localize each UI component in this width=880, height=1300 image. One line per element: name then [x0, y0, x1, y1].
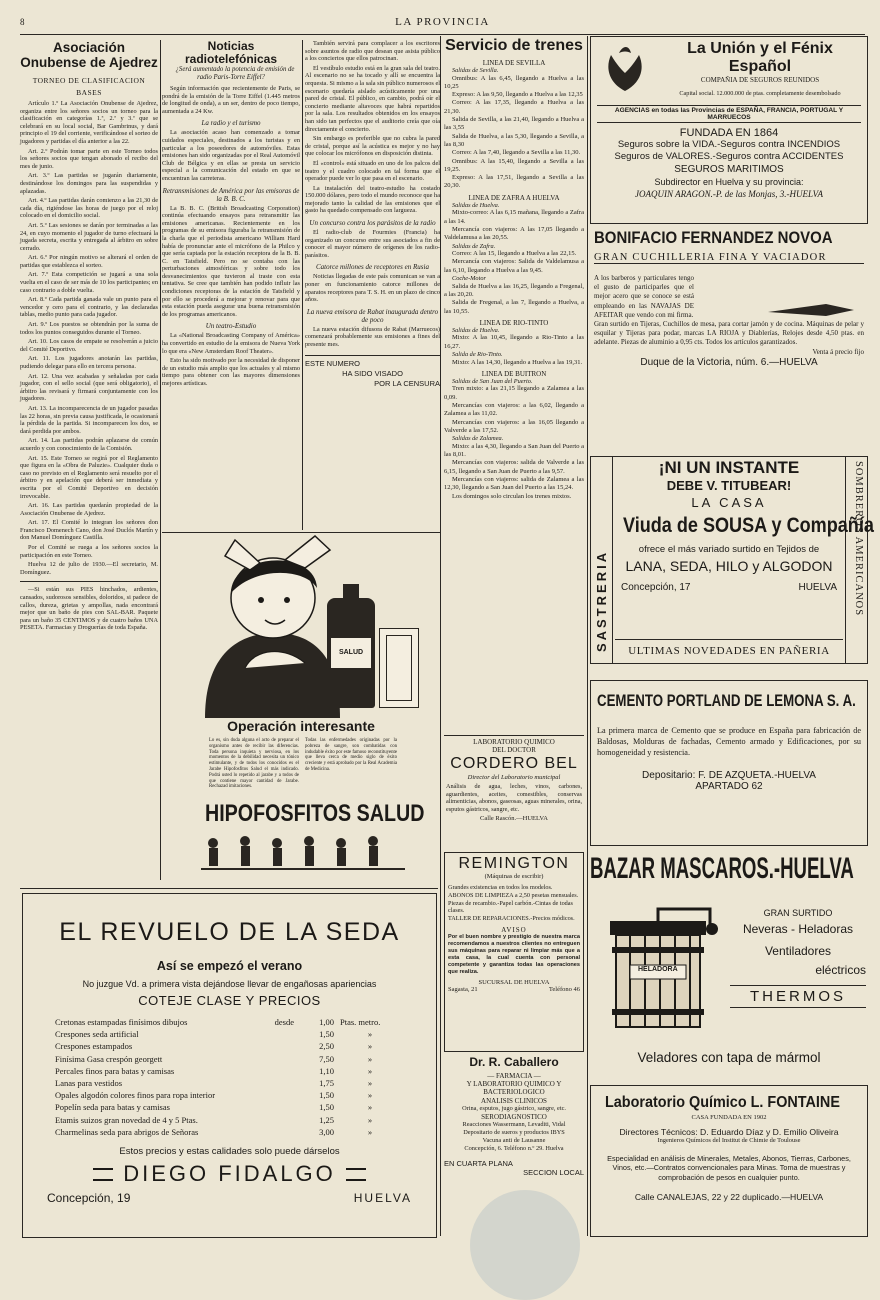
- radio2-paragraph: Sin embargo es preferible que no cubra la pared de cristal, porque así la acústica es mejor y no hay que colocar los micrófonos en disposición distinta.: [305, 135, 440, 158]
- price-item-name: Opales algodón colores finos para ropa interior: [55, 1090, 216, 1101]
- price-row: [55, 1065, 400, 1077]
- price-item-name: Lanas para vestidos: [55, 1078, 123, 1089]
- lemona-body: La primera marca de Cemento que se produce en España para fabricación de Baldosas, Molduras de fachadas, Cemento armado y Edificaciones, por su homogeneidad y resistencia.: [597, 726, 861, 757]
- hipofosfitos-right-text: Todas las enfermedades originadas por la pobreza de sangre, son combatidas con indudable éxito por este famoso reconstituyente que lleva cerca de medio siglo de éxito creciente y está aprobado por la Real Academia de Medicina.: [305, 738, 397, 772]
- sousa-name: Viuda de SOUSA y Compañía: [623, 514, 874, 537]
- seda-sub: Así se empezó el verano: [156, 959, 303, 973]
- censor-line: POR LA CENSURA: [374, 378, 440, 388]
- chess-paragraph: Art. 11. Los jugadores anotarán las partidas, pudiendo delegar para ello en tercera persona.: [20, 355, 158, 370]
- price-from-label: desde: [274, 1017, 294, 1027]
- caballero-line: Concepción, 6. Teléfono n.º 29. Huelva: [464, 1144, 564, 1152]
- mascaros-thermos: THERMOS: [730, 985, 866, 1008]
- lab-cordero-role: Director del Laboratorio municipal: [467, 774, 561, 781]
- caballero-line: Vacuna anti de Lausanne: [482, 1136, 546, 1144]
- hipofosfitos-brand: HIPOFOSFITOS SALUD: [205, 800, 425, 827]
- price-row: [55, 1101, 400, 1113]
- train-timetable-entry: Mercancías con viajeros: salida de Zalamea a las 12,30, llegando a San Juan del Puerto a las 15,24.: [444, 476, 584, 492]
- censor-notice: [305, 359, 440, 389]
- remington-name: REMINGTON: [458, 855, 570, 872]
- seda-brand: DIEGO FIDALGO: [123, 1161, 336, 1187]
- chess-paragraph: Art. 7.º Esta competición se jugará a una sola vuelta en el caso de ser más de 10 los participantes; en caso contrario a doble vuelta.: [20, 271, 158, 294]
- price-item-unit: »: [367, 1126, 373, 1137]
- razor-icon: [766, 300, 856, 322]
- train-group-label: Salidas de Sevilla.: [452, 67, 499, 74]
- chess-paragraph: Art. 3.º Las partidas se jugarán diariamente, destinándose los domingos para las suspendidas y aplazadas.: [20, 172, 158, 195]
- radio-heading: La radio y el turismo: [201, 119, 261, 128]
- radio-kicker: ¿Será aumentado la potencia de emisión de radio Paris-Torre Eiffel?: [175, 66, 295, 81]
- caballero-line: ANALISIS CLINICOS: [481, 1096, 547, 1105]
- train-timetable-entry: Correo: A las 15, llegando a Huelva a las 22,15.: [452, 250, 577, 258]
- train-group-label: Salida de Rio-Tinto.: [452, 350, 503, 358]
- union-fenix-line: Seguros sobre la VIDA.-Seguros contra INCENDIOS: [617, 139, 841, 150]
- seda-sub: No juzgue Vd. a primera vista dejándose llevar de engañosas apariencias: [82, 979, 377, 989]
- mascaros-line: eléctricos: [815, 963, 866, 977]
- seda-city: HUELVA: [353, 1191, 412, 1206]
- sousa-city: HUELVA: [798, 582, 837, 593]
- page-number: 8: [20, 17, 25, 27]
- price-item-name: Percales finos para batas y camisas: [55, 1065, 175, 1076]
- remington-line: ABONOS DE LIMPIEZA a 2,50 pesetas mensuales.: [448, 891, 579, 899]
- fontaine-directors: Directores Técnicos: D. Eduardo Díaz y D. Emilio Oliveira: [619, 1127, 839, 1137]
- fontaine-body: Especialidad en análisis de Minerales, Metales, Abonos, Tierras, Carbones, Vinos, etc.—Contratos convencionales para Minas. Toma de muestras y comprobación de pesos en cualquier punto.: [607, 1154, 851, 1182]
- seda-sub: COTEJE CLASE Y PRECIOS: [138, 993, 321, 1008]
- train-timetable-entry: Omnibus: A las 6,45, llegando a Huelva a las 10,25: [444, 74, 584, 90]
- remington-aviso: Por el buen nombre y prestigio de nuestra marca recomendamos a nuestros clientes no entreguen sus máquinas para reparar ni limpiar más que a esta casa, la cual cuenta con personal competente y garantiza todas las operaciones que realiza.: [448, 933, 580, 975]
- price-row: [55, 1089, 400, 1101]
- seda-title: EL REVUELO DE LA SEDA: [59, 918, 400, 946]
- seda-price-list: [55, 1016, 400, 1138]
- remington-line: Grandes existencias en todos los modelos.: [448, 884, 553, 891]
- train-timetable-entry: Correo: A las 17,35, llegando a Huelva a las 21,30.: [444, 99, 584, 115]
- trains-note: Los domingos solo circulan los trenes mixtos.: [452, 492, 572, 500]
- train-timetable-entry: Salida de Huelva, a las 5,30, llegando a Sevilla, a las 8,30: [444, 132, 584, 148]
- caballero-line: SERODIAGNOSTICO: [481, 1112, 547, 1121]
- radio-heading: Retransmisiones de América por las emisoras de la B. B. C.: [162, 186, 300, 203]
- section-note-right: SECCION LOCAL: [523, 1167, 584, 1177]
- train-group-label: Salidas de Huelva.: [452, 201, 500, 209]
- chess-paragraph: Art. 6.º Por ningún motivo se alterará el orden de partidas que establezca el sorteo.: [20, 254, 158, 269]
- price-item-price: 7,50: [319, 1053, 334, 1064]
- train-group-label: Salidas de San Juan del Puerto.: [452, 377, 533, 385]
- fontaine-ad: [590, 1085, 868, 1237]
- union-fenix-agent: JOAQUIN ARAGON.-P. de las Monjas, 3.-HUELVA: [635, 189, 823, 199]
- novoa-address: Duque de la Victoria, núm. 6.—HUELVA: [640, 356, 818, 368]
- trains-title: Servicio de trenes: [445, 37, 583, 54]
- remington-sub: (Máquinas de escribir): [484, 873, 544, 880]
- chess-paragraph: Huelva 12 de julio de 1930.—El secretario, M. Domínguez.: [20, 561, 158, 576]
- price-item-name: Crespones estampados: [55, 1041, 133, 1052]
- train-timetable-entry: Mercancías con viajeros: a las 16,05 llegando a Valverde a las 17,52.: [444, 418, 584, 434]
- price-item-name: Charmelinas seda para abrigos de Señoras: [55, 1126, 199, 1137]
- chess-paragraph: Art. 15. Este Torneo se regirá por el Reglamento que figura en la «Obra de Paluzie». Cualquier duda o caso no previsto en el Reglamento será resuelto por el árbitro y en apelación que deberá ser inmediata y escrita por el Comité Deportivo en decisión irrevocable.: [20, 454, 158, 500]
- union-fenix-line: Seguros de VALORES.-Seguros contra ACCIDENTES: [614, 151, 844, 162]
- chess-paragraph: Art. 8.º Cada partida ganada vale un punto para el vencedor y cero para el contrario, y las declaradas tablas, medio punto para cada jugador.: [20, 296, 158, 319]
- sousa-footer: ULTIMAS NOVEDADES EN PAÑERIA: [615, 639, 843, 661]
- price-row: [55, 1114, 400, 1126]
- radio-paragraph: Según información que recientemente de Paris, se pondrá de la emisión de la Torre Eiffel (1.445 metros de longitud de onda), a un ser, dentro de poco tiempo, aumentada a 24 Kw.: [162, 85, 300, 115]
- train-timetable-entry: Omnibus: A las 15,40, llegando a Sevilla a las 19,25.: [444, 157, 584, 173]
- novoa-body: A los barberos y particulares tengo el gusto de participarles que el mejor acero que se conoce se está empleando en las NAVAJAS DE AFEITAR que vendo con mi firma.: [594, 274, 694, 319]
- radio-article: [162, 40, 300, 540]
- chess-paragraph: Art. 12. Una vez acabadas y señaladas por cada jugador, con el sello social (que será obligatorio), el árbitro las revisará y firmará conjuntamente con los jugadores.: [20, 372, 158, 403]
- remington-address: Sagasta, 21: [448, 985, 478, 993]
- chess-paragraph: Art. 17. El Comité lo integran los señores don Francisco Domenech Cano, don José Duclós Martín y don Manuel Domínguez Castilla.: [20, 519, 158, 542]
- price-item-price: 1,00: [319, 1017, 334, 1027]
- sousa-address: Concepción, 17: [621, 582, 691, 593]
- mascaros-line: Neveras - Heladoras: [742, 922, 854, 936]
- hipofosfitos-title: Operación interesante: [227, 718, 375, 734]
- chess-paragraph: Artículo 1.º La Asociación Onubense de Ajedrez, organiza entre los señores socios un torneo para la clasificación en categorías 1.ª, 2.ª y 3.ª que se celebrará en su local social, Bar Gambrinus, y dará principio el 19 del corriente, verificándose el sorteo de jugadores y partidas el día anterior a las 22.: [20, 100, 158, 145]
- bottle-label: SALUD: [331, 638, 371, 668]
- chess-paragraph: Art. 5.º Las sesiones se darán por terminadas a las 24, en cuyo momento el jugador de turno efectuará la jugada secreta, escrita y entregada al árbitro en sobre cerrado.: [20, 221, 158, 252]
- train-group-label: Salidas de Zafra.: [452, 242, 496, 250]
- train-sections: [444, 59, 584, 493]
- lemona-title: CEMENTO PORTLAND DE LEMONA S. A.: [597, 691, 856, 710]
- chess-article: [20, 40, 158, 890]
- train-line-name: LINEA DE RIO-TINTO: [479, 318, 549, 327]
- union-fenix-capital: Capital social. 12.000.000 de ptas. completamente desembolsado: [679, 90, 841, 97]
- chess-paragraph: Art. 13. La incomparecencia de un jugador pasadas las 22 horas, sin previa causa justificada, le ocasionará la pérdida de la partida. Si incomparecen los dos, se dará perdida por ambos.: [20, 404, 158, 435]
- sousa-line: ofrece el más variado surtido en Tejidos de: [638, 544, 820, 555]
- price-row: [55, 1028, 400, 1040]
- chess-subtitle-bases: BASES: [76, 88, 102, 97]
- caballero-name: Dr. R. Caballero: [469, 1055, 559, 1069]
- train-timetable-entry: Mercancía con viajeros: A las 17,05 llegando a Valdelamusa a las 20,55.: [444, 225, 584, 242]
- train-timetable-entry: Expreso: A las 17,51, llegando a Sevilla a las 20,30.: [444, 174, 584, 190]
- price-item-name: Crespones seda artificial: [55, 1029, 139, 1040]
- novoa-ad: [590, 228, 868, 428]
- price-item-name: Finísima Gasa crespón georgett: [55, 1053, 163, 1064]
- remington-phone: Teléfono 46: [548, 985, 580, 993]
- train-line-name: LINEA DE BUITRON: [481, 369, 547, 378]
- radio2-paragraph: El radio-club de Fourmies (Francia) ha organizado un concurso entre sus asociados a fin de conocer el mayor número de orígenes de los radio-parásitos.: [305, 229, 440, 259]
- ice-cream-maker-label: HELADORA: [638, 966, 678, 973]
- train-timetable-entry: Expreso: A las 9,50, llegando a Huelva a las 12,35: [452, 91, 583, 99]
- radio2-heading: Un concurso contra los parásitos de la radio: [309, 219, 436, 228]
- price-item-name: Cretonas estampadas finísimos dibujos: [55, 1017, 188, 1027]
- price-item-price: 1,25: [319, 1114, 334, 1125]
- caballero-line: Depositario de sueros y productos IBYS: [463, 1128, 565, 1136]
- radio-paragraph: La «National Broadcasting Company of América» ha convertido en estudio de la emisora de Nueva York lo que era «New Amsterdam Roof Theater».: [162, 332, 300, 355]
- fontaine-engineers: Ingenieros Químicos del Institut de Chimie de Toulouse: [657, 1137, 801, 1144]
- union-fenix-title: La Unión y el Fénix Español: [687, 40, 833, 75]
- lemona-depot: Depositario: F. DE AZQUETA.-HUELVA: [642, 770, 816, 781]
- radio2-paragraph: Noticias llegadas de este país comunican se van a poner en funcionamiento catorce millones de aparatos receptores para T. S. H. en un plazo de cinco años.: [305, 273, 440, 304]
- hipofosfitos-left-text: Lo es, sin duda alguna el acto de preparar el organismo antes de recibir las diferencias. Toda persona inquieta y nerviosa, en los momentos de la debilidad necesita un tónico estimulante, y de todos los conocidos es el Jarabe Hipofosfitos Salud el más indicado. Podrá usted lo repetido al jarabe y a todos de que contiene mayor cantidad de Jarabe. Rechazad imitaciones.: [209, 738, 299, 790]
- train-timetable-entry: Mercancía con viajeros: Salida de Valdelamusa a las 6,10, llegando a Huelva a las 9,45.: [444, 258, 584, 274]
- novoa-sale: Venta á precio fijo: [812, 347, 864, 356]
- mascaros-ad: [590, 850, 868, 1080]
- price-item-price: 3,00: [319, 1126, 334, 1137]
- fontaine-address: Calle CANALEJAS, 22 y 22 duplicado.—HUELVA: [634, 1192, 824, 1203]
- seda-footer: Estos precios y estas calidades solo puede dárselos: [119, 1146, 340, 1158]
- censor-line: HA SIDO VISADO: [342, 368, 403, 378]
- union-fenix-line: Subdirector en Huelva y su provincia:: [654, 177, 804, 187]
- radio-paragraph: La B. B. C. (British Broadcasting Corporation) continúa efectuando ensayos para retransmitir las emisiones americanas. Recientemente en los programas de su emisora figuraba la retransmisión de la charla que el periodista americano William Hard había de pronunciar ante el micrófono de la Philco y que sería captada por la estación receptora de la B. B. C. en Tatsfield. Pero no se contaba con las perturbaciones atmosféricas y sobre todo los desvanecimientos que tuvieron al traste con esta tentativa. Se cree que también han podido influir las condiciones receptoras de la estación de Tatsfield y por ello se procederá a mejorar y renovar para que esta estación pueda asegurar una buena retransmisión de los programas americanos.: [162, 204, 300, 318]
- chess-paragraph: Art. 10. Los casos de empate se resolverán a juicio del Comité Deportivo.: [20, 338, 158, 353]
- remington-line: TALLER DE REPARACIONES.-Precios módicos.: [448, 915, 575, 923]
- chess-paragraph: Art. 4.º Las partidas darán comienzo a las 21,30 de cada día, rigiéndose las horas de juego por el reloj colocado en el domicilio social.: [20, 197, 158, 220]
- radio-article-continued: [305, 40, 440, 530]
- chess-subtitle: TORNEO DE CLASIFICACION: [32, 76, 146, 85]
- price-item-price: 1,75: [319, 1078, 334, 1089]
- lab-cordero-line: DEL DOCTOR: [492, 746, 536, 754]
- mascaros-line: GRAN SURTIDO: [763, 908, 833, 918]
- price-row: [55, 1040, 400, 1052]
- train-timetable-entry: Tren mixto: a las 21,15 llegando a Zalamea a las 0,09.: [444, 385, 584, 401]
- children-illustration: [165, 833, 437, 878]
- radio2-heading: Catorce millones de receptores en Rusia: [316, 263, 429, 272]
- fontaine-founded: CASA FUNDADA EN 1902: [691, 1114, 767, 1121]
- censor-line: ESTE NUMERO: [305, 358, 361, 368]
- price-item-unit: »: [367, 1041, 373, 1052]
- phoenix-emblem-icon: [599, 43, 651, 95]
- price-item-price: 1,50: [319, 1090, 334, 1101]
- seda-address: Concepción, 19: [47, 1191, 131, 1206]
- chess-paragraph: Art. 14. Las partidas podrán aplazarse de común acuerdo y con conocimiento de la Comisión.: [20, 437, 158, 452]
- train-timetable-entry: Salida de Huelva a las 16,25, llegando a Fregenal, a las 20,20.: [444, 282, 584, 298]
- price-item-unit: »: [367, 1114, 373, 1125]
- price-item-unit: »: [367, 1065, 373, 1076]
- chess-title: Asociación Onubense de Ajedrez: [20, 40, 158, 70]
- union-fenix-founded: FUNDADA EN 1864: [679, 127, 779, 139]
- chess-paragraphs: [20, 100, 158, 576]
- train-line-name: LINEA DE ZAFRA A HUELVA: [468, 193, 560, 202]
- chess-paragraph: Art. 2.º Podrán tomar parte en este Torneo todos los señores socios que tengan abonado el recibo del mes de junio.: [20, 147, 158, 170]
- sousa-line: DEBE V. TITUBEAR!: [666, 478, 792, 493]
- train-timetable-entry: Mercancías con viajeros: salida de Valverde a las 6,15, llegando a San Juan de Puerto a las 9,57.: [444, 459, 584, 475]
- radio2-heading: La nueva emisora de Rabat inaugurada dentro de poco: [306, 307, 439, 324]
- radio-title: Noticias radiotelefónicas: [184, 39, 278, 66]
- train-timetable-entry: Salida de Sevilla, a las 21,40, llegando a Huelva a las 3,55: [444, 116, 584, 132]
- mascaros-line: Ventiladores: [764, 944, 832, 958]
- price-item-unit: »: [367, 1078, 373, 1089]
- remington-ad: [444, 852, 584, 1052]
- sousa-right-vertical: SOMBREROS AMERICANOS: [853, 461, 864, 617]
- train-line-name: LINEA DE SEVILLA: [482, 59, 546, 67]
- product-box: [379, 628, 419, 708]
- novoa-sub: GRAN CUCHILLERIA FINA Y VACIADOR: [594, 252, 864, 264]
- hipofosfitos-ad: [165, 538, 437, 883]
- caballero-line: Orina, esputos, jugo gástrico, sangre, etc.: [462, 1104, 566, 1112]
- chess-paragraph: Art. 9.º Los puestos se obtendrán por la suma de todos los puntos conseguidos durante el Torneo.: [20, 321, 158, 336]
- lab-cordero-body: Análisis de agua, leches, vinos, carbones, aguardientes, aceites, comestibles, conservas alimenticias, abonos, gaseosas, aguas minerales, orina, esputos gástricos, sangre, etc.: [446, 783, 582, 813]
- lab-cordero-address: Calle Rascón.—HUELVA: [480, 815, 548, 823]
- sousa-line: LANA, SEDA, HILO y ALGODON: [625, 558, 833, 574]
- masthead: [20, 14, 865, 34]
- train-group-label: Salidas de Huelva.: [452, 326, 500, 334]
- tonic-bottle: [327, 598, 375, 708]
- lab-cordero-name: CORDERO BEL: [450, 755, 578, 772]
- price-item-price: 2,50: [319, 1041, 334, 1052]
- radio2-paragraph: El vestíbulo estudio está en la gran sala del teatro. Al escenario no se ha tocado y allí se encuentra la orquesta. Si mismo a la sala sin público numerosos el escenario quedaría aislado acústicamente por una pared de cristal. El público, en cambio, podrá oír el concierto mediante altavoces que habrá repartidos por la sala. Los resultados obtenidos en los ensayos han sido tan perfectos que el auditorio creía que oía directamente el concierto.: [305, 64, 440, 133]
- remington-line: Piezas de recambio.-Papel carbón.-Cintas de todas clases.: [448, 899, 573, 915]
- caballero-line: Y LABORATORIO QUIMICO Y BACTERIOLOGICO: [466, 1080, 562, 1097]
- price-item-name: Popelín seda para batas y camisas: [55, 1102, 170, 1113]
- train-timetable-entry: Mixto: A las 14,30, llegando a Huelva a las 19,31.: [452, 358, 583, 366]
- novoa-name: BONIFACIO FERNANDEZ NOVOA: [594, 228, 833, 247]
- price-row: [55, 1053, 400, 1065]
- mascaros-title: BAZAR MASCAROS.-HUELVA: [590, 852, 854, 885]
- union-fenix-line: SEGUROS MARITIMOS: [674, 164, 784, 175]
- sousa-left-vertical: SASTRERIA: [594, 549, 609, 652]
- train-group-label: Coche-Motor: [452, 275, 486, 283]
- radio-heading: Un teatro-Estudio: [205, 322, 257, 331]
- remington-aviso-title: AVISO: [501, 925, 527, 934]
- sousa-ad: [590, 456, 874, 664]
- sousa-line: LA CASA: [691, 495, 767, 510]
- novoa-body: Gran surtido en Tijeras, Cuchillos de mesa, para cortar jamón y de cocina. Máquinas de pelar y esquilar y Tijeras para podar, marcas LA RIOJA y Diablerías, Relojes desde 4,50 ptas. en adelante. Piezas de aluminio a 0,95 cts. Todos los artículos garantizados.: [594, 320, 864, 347]
- newspaper-title: LA PROVINCIA: [395, 16, 490, 28]
- radio-paragraph: Esto ha sido motivado por la necesidad de disponer de un estudio más amplio que los actuales y al mismo tiempo para obtener con las mayores dimensiones mejores artísticas.: [162, 357, 300, 387]
- salbar-ad: —Si están sus PIES hinchados, ardientes, cansados, sudorosos sensibles, doloridos, si padece de callos, dureza, grietas y ampollas, nada encontrará mejor que un baño de pies con SAL-BAR. Paquete para un baño 35 CENTIMOS y de cuatro baños UNA PESETA. Farmacias y Droguerías de toda España.: [20, 586, 158, 632]
- remington-branch: SUCURSAL DE HUELVA: [478, 978, 550, 986]
- price-item-name: Etamis suizos gran novedad de 4 y 5 Ptas.: [55, 1114, 198, 1125]
- lab-cordero-line: LABORATORIO QUIMICO: [473, 738, 555, 746]
- library-stamp-watermark: [470, 1190, 580, 1300]
- lemona-ad: [590, 680, 868, 846]
- lemona-box: APARTADO 62: [695, 781, 763, 792]
- price-item-price: 1,10: [319, 1065, 334, 1076]
- price-row: [55, 1016, 400, 1028]
- train-timetable-entry: Mixto: A las 10,45, llegando a Rio-Tinto a las 16,27.: [444, 334, 584, 350]
- masthead-rule: [20, 34, 865, 35]
- fontaine-title: Laboratorio Químico L. FONTAINE: [605, 1094, 840, 1111]
- price-item-price: 1,50: [319, 1102, 334, 1113]
- train-group-label: Salidas de Zalamea.: [452, 435, 504, 443]
- train-timetable-entry: Mixto-correo: A las 6,15 mañana, llegando a Zafra a las 14.: [444, 209, 584, 225]
- union-fenix-agencies: AGENCIAS en todas las Provincias de ESPAÑA, FRANCIA, PORTUGAL Y MARRUECOS: [597, 105, 861, 123]
- union-fenix-subtitle: COMPAÑIA DE SEGUROS REUNIDOS: [700, 76, 820, 84]
- train-timetable-entry: Salida de Fregenal, a las 7, llegando a Huelva, a las 10,55.: [444, 299, 584, 315]
- price-item-unit: Ptas. metro.: [340, 1017, 381, 1027]
- sousa-line: ¡NI UN INSTANTE: [658, 458, 800, 477]
- radio2-paragraph: También servirá para complacer a los escritores sobre asuntos de radio que desean que asista público a los conciertos que ellos patrocinan.: [305, 40, 440, 63]
- price-item-unit: »: [367, 1102, 373, 1113]
- section-note-left: EN CUARTA PLANA: [444, 1158, 513, 1168]
- chess-paragraph: Art. 16. Las partidas quedarán propiedad de la Asociación Onubense de Ajedrez.: [20, 502, 158, 517]
- price-row: [55, 1126, 400, 1138]
- mascaros-tables: Veladores con tapa de mármol: [637, 1050, 821, 1065]
- caballero-line: — FARMACIA —: [487, 1072, 541, 1080]
- train-schedule: [444, 36, 584, 736]
- lab-cordero-ad: [444, 738, 584, 850]
- radio2-paragraph: La nueva estación difusora de Rabat (Marruecos) comenzará probablemente sus emisiones a fines del presente mes.: [305, 325, 440, 348]
- price-row: [55, 1077, 400, 1089]
- price-item-unit: »: [367, 1029, 373, 1040]
- seda-ad: [22, 893, 437, 1238]
- union-fenix-ad: [590, 36, 868, 224]
- price-item-unit: »: [367, 1053, 373, 1064]
- price-item-unit: »: [367, 1090, 373, 1101]
- price-item-price: 1,50: [319, 1029, 334, 1040]
- chess-paragraph: Por el Comité se ruega a los señores socios la participación en este Torneo.: [20, 544, 158, 559]
- train-timetable-entry: Mercancías con viajeros: a las 6,02, llegando a Zalamea a las 11,02.: [444, 402, 584, 418]
- radio-paragraph: La asociación acaso han comenzado a tomar cuidados especiales, destinados a los turistas y en particular a los poseedores de automóviles. Estas emisiones han sido organizadas por el Real Automóvil Club de Bélgica y en ellas se presta un servicio especial a la comunicación del estado en que se encuentran las carreteras.: [162, 129, 300, 182]
- train-timetable-entry: Correo: A las 7,40, llegando a Sevilla a las 11,30.: [452, 149, 581, 157]
- radio2-paragraph: El «control» está situado en uno de los palcos del teatro y el cuadro colocado en tal forma que el operador puede ver lo que pasa en el escenario.: [305, 159, 440, 183]
- caballero-line: Reacciones Wassermann, Levaditi, Vidal: [462, 1120, 566, 1128]
- radio2-paragraph: La instalación del teatro-estudio ha costado 150.000 dólares, pero todo el mundo reconoce que ha mejorado tanto la calidad de las emisiones que el gasto ha quedado compensado con largueza.: [305, 184, 440, 215]
- train-timetable-entry: Mixto: a las 4,30, llegando a San Juan del Puerto a las 8,01.: [444, 442, 584, 459]
